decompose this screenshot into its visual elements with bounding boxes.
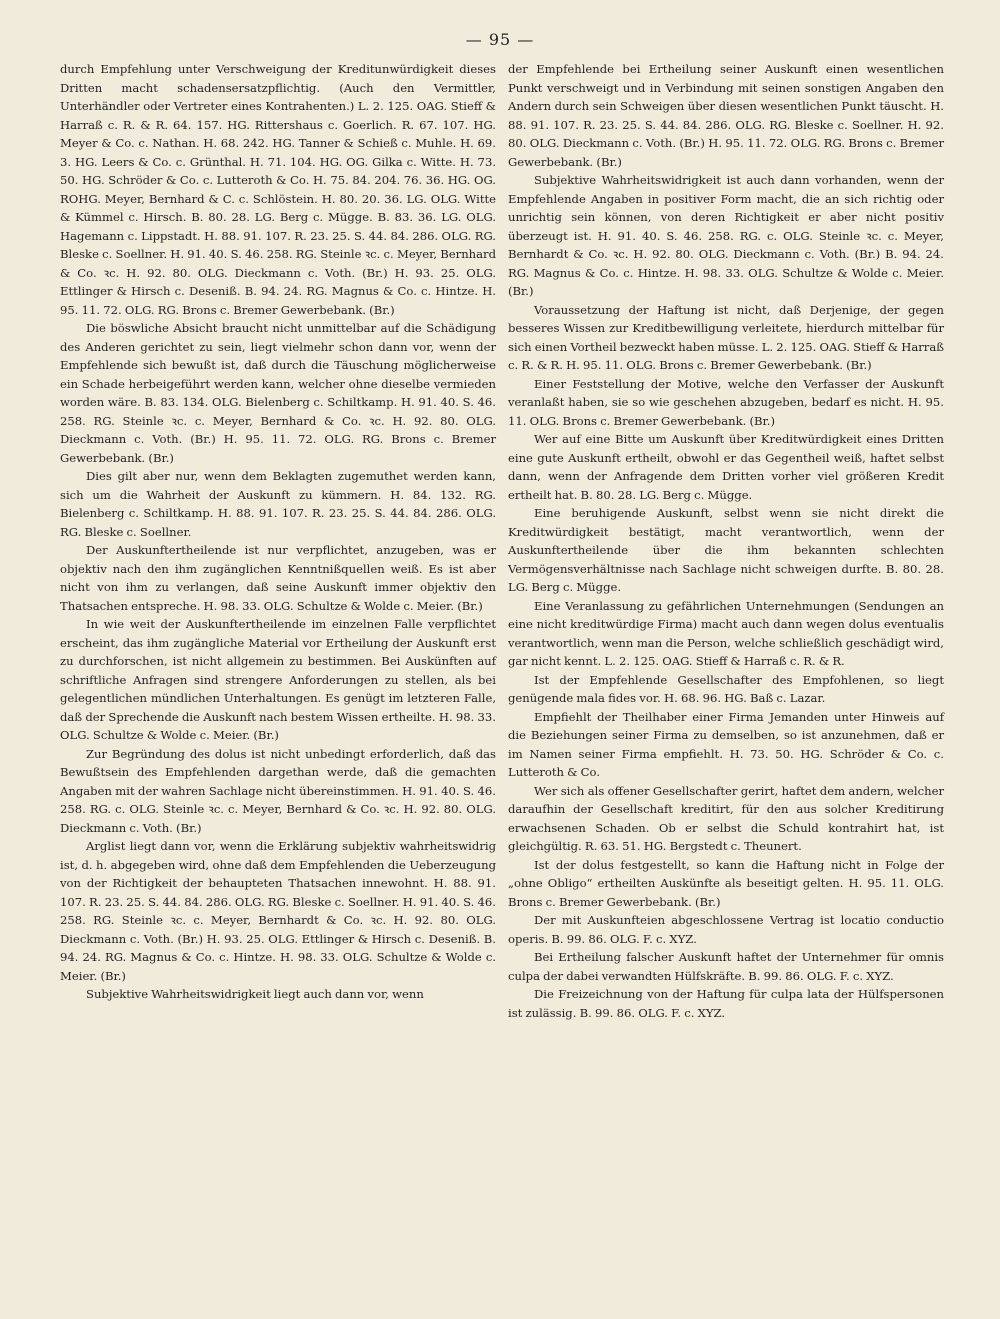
paragraph: Zur Begründung des dolus ist nicht unbedingt erforderlich, daß das Bewußtsein des Empfehlenden dargethan werde, daß die gemachten Angaben mit der wahren Sachlage nicht übereinstimmen. H. 91. 40. S. 46. 258. RG. c. OLG. Steinle ꝛc. c. Meyer, Bernhard & Co. ꝛc. H. 92. 80. OLG. Dieckmann c. Voth. (Br.): [60, 746, 496, 835]
paragraph: durch Empfehlung unter Verschweigung der Kreditunwürdigkeit dieses Dritten macht schadensersatzpflichtig. (Auch den Vermittler, Unterhändler oder Vertreter eines Kontrahenten.) L. 2. 125. OAG. Stieff & Harraß c. R. & R. 64. 157. HG. Rittershaus c. Goerlich. R. 67. 107. HG. Meyer & Co. c. Nathan. H. 68. 242. HG. Tanner & Schieß c. Muhle. H. 69. 3. HG. Leers & Co. c. Grünthal. H. 71. 104. HG. OG. Gilka c. Witte. H. 73. 50. HG. Schröder & Co. c. Lutteroth & Co. H. 75. 84. 204. 76. 36. HG. OG. ROHG. Meyer, Bernhard & C. c. Schlöstein. H. 80. 20. 36. LG. OLG. Witte & Kümmel c. Hirsch. B. 80. 28. LG. Berg c. Mügge. B. 83. 36. LG. OLG. Hagemann c. Lippstadt. H. 88. 91. 107. R. 23. 25. S. 44. 84. 286. OLG. RG. Bleske c. Soellner. H. 91. 40. S. 46. 258. RG. Steinle ꝛc. c. Meyer, Bernhard & Co. ꝛc. H. 92. 80. OLG. Dieckmann c. Voth. (Br.) H. 93. 25. OLG. Ettlinger & Hirsch c. Deseniß. B. 94. 24. RG. Magnus & Co. c. Hintze. H. 95. 11. 72. OLG. RG. Brons c. Bremer Gewerbebank. (Br.): [60, 62, 496, 317]
paragraph: Eine Veranlassung zu gefährlichen Unternehmungen (Sendungen an eine nicht kreditwürdige Firma) macht auch dann wegen dolus eventualis verantwortlich, wenn man die Person, welche schließlich geschädigt wird, gar nicht kennt. L. 2. 125. OAG. Stieff & Harraß c. R. & R.: [508, 598, 944, 668]
paragraph: Bei Ertheilung falscher Auskunft haftet der Unternehmer für omnis culpa der dabei verwandten Hülfskräfte. B. 99. 86. OLG. F. c. XYZ.: [508, 950, 944, 983]
paragraph: Subjektive Wahrheitswidrigkeit ist auch dann vorhanden, wenn der Empfehlende Angaben in positiver Form macht, die an sich richtig oder unrichtig sein können, von deren Richtigkeit er aber nicht positiv überzeugt ist. H. 91. 40. S. 46. 258. RG. c. OLG. Steinle ꝛc. c. Meyer, Bernhardt & Co. ꝛc. H. 92. 80. OLG. Dieckmann c. Voth. (Br.) B. 94. 24. RG. Magnus & Co. c. Hintze. H. 98. 33. OLG. Schultze & Wolde c. Meier. (Br.): [508, 173, 944, 298]
paragraph: Die böswliche Absicht braucht nicht unmittelbar auf die Schädigung des Anderen gerichtet zu sein, liegt vielmehr schon dann vor, wenn der Empfehlende sich bewußt ist, daß durch die Täuschung möglicherweise ein Schade herbeigeführt werden kann, welcher ohne dieselbe vermieden worden wäre. B. 83. 134. OLG. Bielenberg c. Schiltkamp. H. 91. 40. S. 46. 258. RG. Steinle ꝛc. c. Meyer, Bernhard & Co. ꝛc. H. 92. 80. OLG. Dieckmann c. Voth. (Br.) H. 95. 11. 72. OLG. RG. Brons c. Bremer Gewerbebank. (Br.): [60, 321, 496, 465]
right-column: [508, 60, 944, 1022]
paragraph: In wie weit der Auskunftertheilende im einzelnen Falle verpflichtet erscheint, das ihm zugängliche Material vor Ertheilung der Auskunft erst zu durchforschen, ist nicht allgemein zu bestimmen. Bei Auskünften auf schriftliche Anfragen sind strengere Anforderungen zu stellen, als bei gelegentlichen mündlichen Unterhaltungen. Es genügt im letzteren Falle, daß der Sprechende die Auskunft nach bestem Wissen ertheilte. H. 98. 33. OLG. Schultze & Wolde c. Meier. (Br.): [60, 617, 496, 742]
paragraph: Ist der dolus festgestellt, so kann die Haftung nicht in Folge der „ohne Obligo“ ertheilten Auskünfte als beseitigt gelten. H. 95. 11. OLG. Brons c. Bremer Gewerbebank. (Br.): [508, 857, 944, 909]
paragraph: Ist der Empfehlende Gesellschafter des Empfohlenen, so liegt genügende mala fides vor. H. 68. 96. HG. Baß c. Lazar.: [508, 672, 944, 705]
paragraph: der Empfehlende bei Ertheilung seiner Auskunft einen wesentlichen Punkt verschweigt und in Verbindung mit seinen sonstigen Angaben den Andern durch sein Schweigen über diesen wesentlichen Punkt täuscht. H. 88. 91. 107. R. 23. 25. S. 44. 84. 286. OLG. RG. Bleske c. Soellner. H. 92. 80. OLG. Dieckmann c. Voth. (Br.) H. 95. 11. 72. OLG. RG. Brons c. Bremer Gewerbebank. (Br.): [508, 62, 944, 169]
paragraph: Dies gilt aber nur, wenn dem Beklagten zugemuthet werden kann, sich um die Wahrheit der Auskunft zu kümmern. H. 84. 132. RG. Bielenberg c. Schiltkamp. H. 88. 91. 107. R. 23. 25. S. 44. 84. 286. OLG. RG. Bleske c. Soellner.: [60, 469, 496, 539]
paragraph: Einer Feststellung der Motive, welche den Verfasser der Auskunft veranlaßt haben, sie so wie geschehen abzugeben, bedarf es nicht. H. 95. 11. OLG. Brons c. Bremer Gewerbebank. (Br.): [508, 376, 944, 428]
paragraph: Arglist liegt dann vor, wenn die Erklärung subjektiv wahrheitswidrig ist, d. h. abgegeben wird, ohne daß dem Empfehlenden die Ueberzeugung von der Richtigkeit der behaupteten Thatsachen innewohnt. H. 88. 91. 107. R. 23. 25. S. 44. 84. 286. OLG. RG. Bleske c. Soellner. H. 91. 40. S. 46. 258. RG. Steinle ꝛc. c. Meyer, Bernhardt & Co. ꝛc. H. 92. 80. OLG. Dieckmann c. Voth. (Br.) H. 93. 25. OLG. Ettlinger & Hirsch c. Deseniß. B. 94. 24. RG. Magnus & Co. c. Hintze. H. 98. 33. OLG. Schultze & Wolde c. Meier. (Br.): [60, 839, 496, 983]
paragraph: Der mit Auskunfteien abgeschlossene Vertrag ist locatio conductio operis. B. 99. 86. OLG. F. c. XYZ.: [508, 913, 944, 946]
paragraph: Wer auf eine Bitte um Auskunft über Kreditwürdigkeit eines Dritten eine gute Auskunft ertheilt, obwohl er das Gegentheil weiß, haftet selbst dann, wenn der Anfragende dem Dritten vorher viel größeren Kredit ertheilt hat. B. 80. 28. LG. Berg c. Mügge.: [508, 432, 944, 502]
paragraph: Eine beruhigende Auskunft, selbst wenn sie nicht direkt die Kreditwürdigkeit bestätigt, macht verantwortlich, wenn der Auskunftertheilende über die ihm bekannten schlechten Vermögensverhältnisse nach Sachlage nicht schweigen durfte. B. 80. 28. LG. Berg c. Mügge.: [508, 506, 944, 594]
page-number: — 95 —: [465, 30, 535, 49]
paragraph: Subjektive Wahrheitswidrigkeit liegt auch dann vor, wenn: [86, 987, 424, 1001]
paragraph: Wer sich als offener Gesellschafter gerirt, haftet dem andern, welcher daraufhin der Gesellschaft kreditirt, für den aus solcher Kreditirung erwachsenen Schaden. Ob er selbst die Schuld kontrahirt hat, ist gleichgültig. R. 63. 51. HG. Bergstedt c. Theunert.: [508, 783, 944, 853]
paragraph: Die Freizeichnung von der Haftung für culpa lata der Hülfspersonen ist zulässig. B. 99. 86. OLG. F. c. XYZ.: [508, 987, 944, 1020]
left-column: [60, 60, 496, 1004]
paragraph: Der Auskunftertheilende ist nur verpflichtet, anzugeben, was er objektiv nach den ihm zugänglichen Kenntnißquellen weiß. Es ist aber nicht von ihm zu verlangen, daß seine Auskunft immer objektiv den Thatsachen entspreche. H. 98. 33. OLG. Schultze & Wolde c. Meier. (Br.): [60, 543, 496, 613]
paragraph: Voraussetzung der Haftung ist nicht, daß Derjenige, der gegen besseres Wissen zur Kreditbewilligung verleitete, hierdurch mittelbar für sich einen Vortheil bezweckt haben müsse. L. 2. 125. OAG. Stieff & Harraß c. R. & R. H. 95. 11. OLG. Brons c. Bremer Gewerbebank. (Br.): [508, 302, 944, 372]
paragraph: Empfiehlt der Theilhaber einer Firma Jemanden unter Hinweis auf die Beziehungen seiner Firma zu demselben, so ist anzunehmen, daß er im Namen seiner Firma empfiehlt. H. 73. 50. HG. Schröder & Co. c. Lutteroth & Co.: [508, 709, 944, 779]
